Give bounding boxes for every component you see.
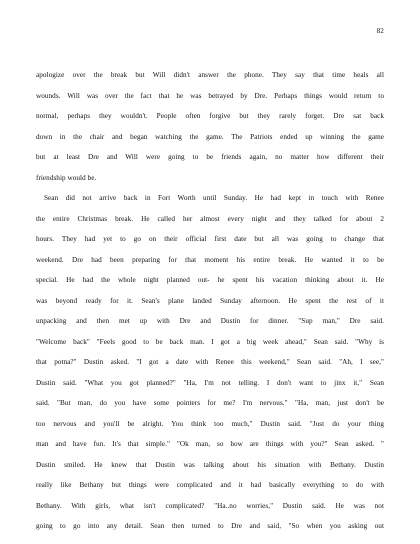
text-line: special. He had the whole night planned out- he spent his vacation thinking about it. He bbox=[36, 276, 384, 284]
text-line: too nervous and you'll be alright. You think too much," Dustin said. "Just do your thing bbox=[36, 419, 384, 428]
text-line: weekend. Dre had been preparing for that moment his entire break. He wanted it to be bbox=[36, 255, 384, 264]
text-line: "Welcome back" "Feels good to be back man. I got a big week ahead," Sean said. "Why is bbox=[36, 337, 384, 346]
text-line: friendship would be. bbox=[36, 173, 97, 182]
text-line: but at least Dre and Will were going to be friends again, no matter how different their bbox=[36, 153, 384, 161]
text-line: wounds. Will was over the fact that he was betrayed by Dre. Perhaps things would return to bbox=[36, 91, 384, 100]
text-line: normal, perhaps they wouldn't. People often forgive but they rarely forget. Dre sat back bbox=[36, 112, 384, 120]
text-line: really like Bethany but things were complicated and it had basically everything to do with bbox=[36, 481, 384, 489]
text-line: Sean did not arrive back in Fort Worth until Sunday. He had kept in touch with Renee bbox=[44, 194, 384, 202]
text-line: unpacking and then met up with Dre and Dustin for dinner. "Sup man," Dre said. bbox=[36, 317, 384, 325]
text-line: down in the chair and began watching the game. The Patriots ended up winning the game bbox=[36, 132, 384, 141]
text-line: the entire Christmas break. He called her almost every night and they talked for about 2 bbox=[36, 214, 384, 223]
text-line: man and have fun. It's that simple." "Ok man, so how are things with you?" Sean asked. " bbox=[36, 440, 384, 448]
text-line: apologize over the break but Will didn't answer the phone. They say that time heals all bbox=[36, 71, 384, 79]
text-line: Dustin said. "What you got planned?" "Ha, I'm not telling. I don't want to jinx it," Sean bbox=[36, 378, 384, 387]
body-text bbox=[36, 65, 384, 537]
text-line: that potna?" Dustin asked. "I got a date with Renee this weekend," Sean said. "Ah, I see," bbox=[36, 358, 384, 366]
text-line: going to go into any detail. Sean then turned to Dre and said, "So when you asking out bbox=[36, 522, 384, 530]
text-line: hours. They had yet to go on their official first date but all was going to change that bbox=[36, 235, 384, 243]
page-number: 82 bbox=[376, 27, 384, 35]
text-line: was beyond ready for it. Sean's plane landed Sunday afternoon. He spent the rest of it bbox=[36, 296, 384, 305]
text-line: Dustin smiled. He knew that Dustin was talking about his situation with Bethany. Dustin bbox=[36, 460, 384, 469]
text-line: said. "But man, do you have some pointers for me? I'm nervous." "Ha, man, just don't be bbox=[36, 399, 384, 407]
text-line: Bethany. With girls, what isn't complicated? "Ha..no worries," Dustin said. He was not bbox=[36, 501, 384, 510]
